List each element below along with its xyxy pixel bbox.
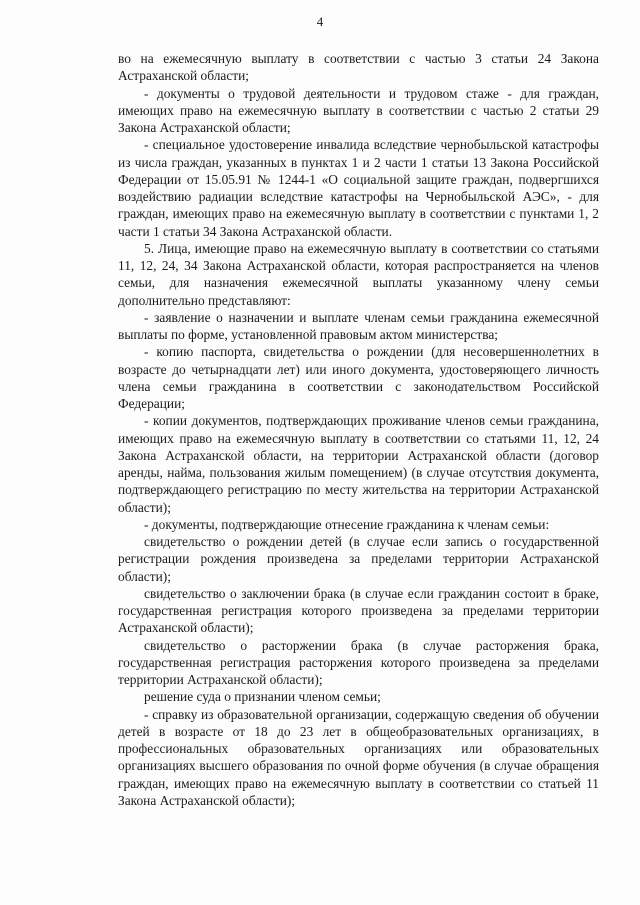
paragraph-2: - документы о трудовой деятельности и трудовом стаже - для граждан, имеющих право на ежемесячную выплату в соответствии с частью 2 статьи 29 Закона Астраханской области; xyxy=(118,85,599,135)
document-body xyxy=(118,50,599,809)
paragraph-10: свидетельство о заключении брака (в случае если гражданин состоит в браке, государственная регистрация которого произведена за пределами территории Астраханской области); xyxy=(118,585,599,636)
paragraph-8: - документы, подтверждающие отнесение гражданина к членам семьи: xyxy=(144,516,550,532)
page-number: 4 xyxy=(316,14,324,29)
paragraph-6: - копию паспорта, свидетельства о рождении (для несовершеннолетних в возрасте до четырнадцати лет) или иного документа, удостоверяющего личность члена семьи гражданина в соответствии с законодательством Российской Федерации; xyxy=(118,344,599,411)
paragraph-5: - заявление о назначении и выплате членам семьи гражданина ежемесячной выплаты по форме, установленной правовым актом министерства; xyxy=(118,309,599,342)
paragraph-13: - справку из образовательной организации, содержащую сведения об обучении детей в возрасте от 18 до 23 лет в общеобразовательных организациях, в профессиональных образовательных организациях или образовательных организациях высшего образования по очной форме обучения (в случае обращения граждан, имеющих право на ежемесячную выплату в соответствии со статьей 11 Закона Астраханской области); xyxy=(118,706,599,808)
paragraph-9: свидетельство о рождении детей (в случае если запись о государственной регистрации рождения произведена за пределами территории Астраханской области); xyxy=(118,534,599,584)
paragraph-12: решение суда о признании членом семьи; xyxy=(144,689,381,705)
paragraph-11: свидетельство о расторжении брака (в случае расторжения брака, государственная регистрация расторжения которого произведена за пределами территории Астраханской области); xyxy=(118,637,599,687)
paragraph-3: - специальное удостоверение инвалида вследствие чернобыльской катастрофы из числа граждан, указанных в пунктах 1 и 2 части 1 статьи 13 Закона Российской Федерации от 15.05.91 № 1244-1 «О социальной защите граждан, подвергшихся воздействию радиации вследствие катастрофы на Чернобыльской АЭС», - для граждан, имеющих право на ежемесячную выплату в соответствии с пунктами 1, 2 части 1 статьи 34 Закона Астраханской области. xyxy=(118,137,599,239)
paragraph-1: во на ежемесячную выплату в соответствии с частью 3 статьи 24 Закона Астраханской области; xyxy=(118,51,599,84)
paragraph-4: 5. Лица, имеющие право на ежемесячную выплату в соответствии со статьями 11, 12, 24, 34 Закона Астраханской области, которая распространяется на членов семьи, для назначения ежемесячной выплаты указанному члену семьи дополнительно представляют: xyxy=(118,240,599,308)
paragraph-7: - копии документов, подтверждающих проживание членов семьи гражданина, имеющих право на ежемесячную выплату в соответствии со статьями 11, 12, 24 Закона Астраханской области, на территории Астраханской области (договор аренды, найма, пользования жилым помещением) (в случае отсутствия документа, подтверждающего регистрацию по месту жительства на территории Астраханской области); xyxy=(118,413,599,515)
